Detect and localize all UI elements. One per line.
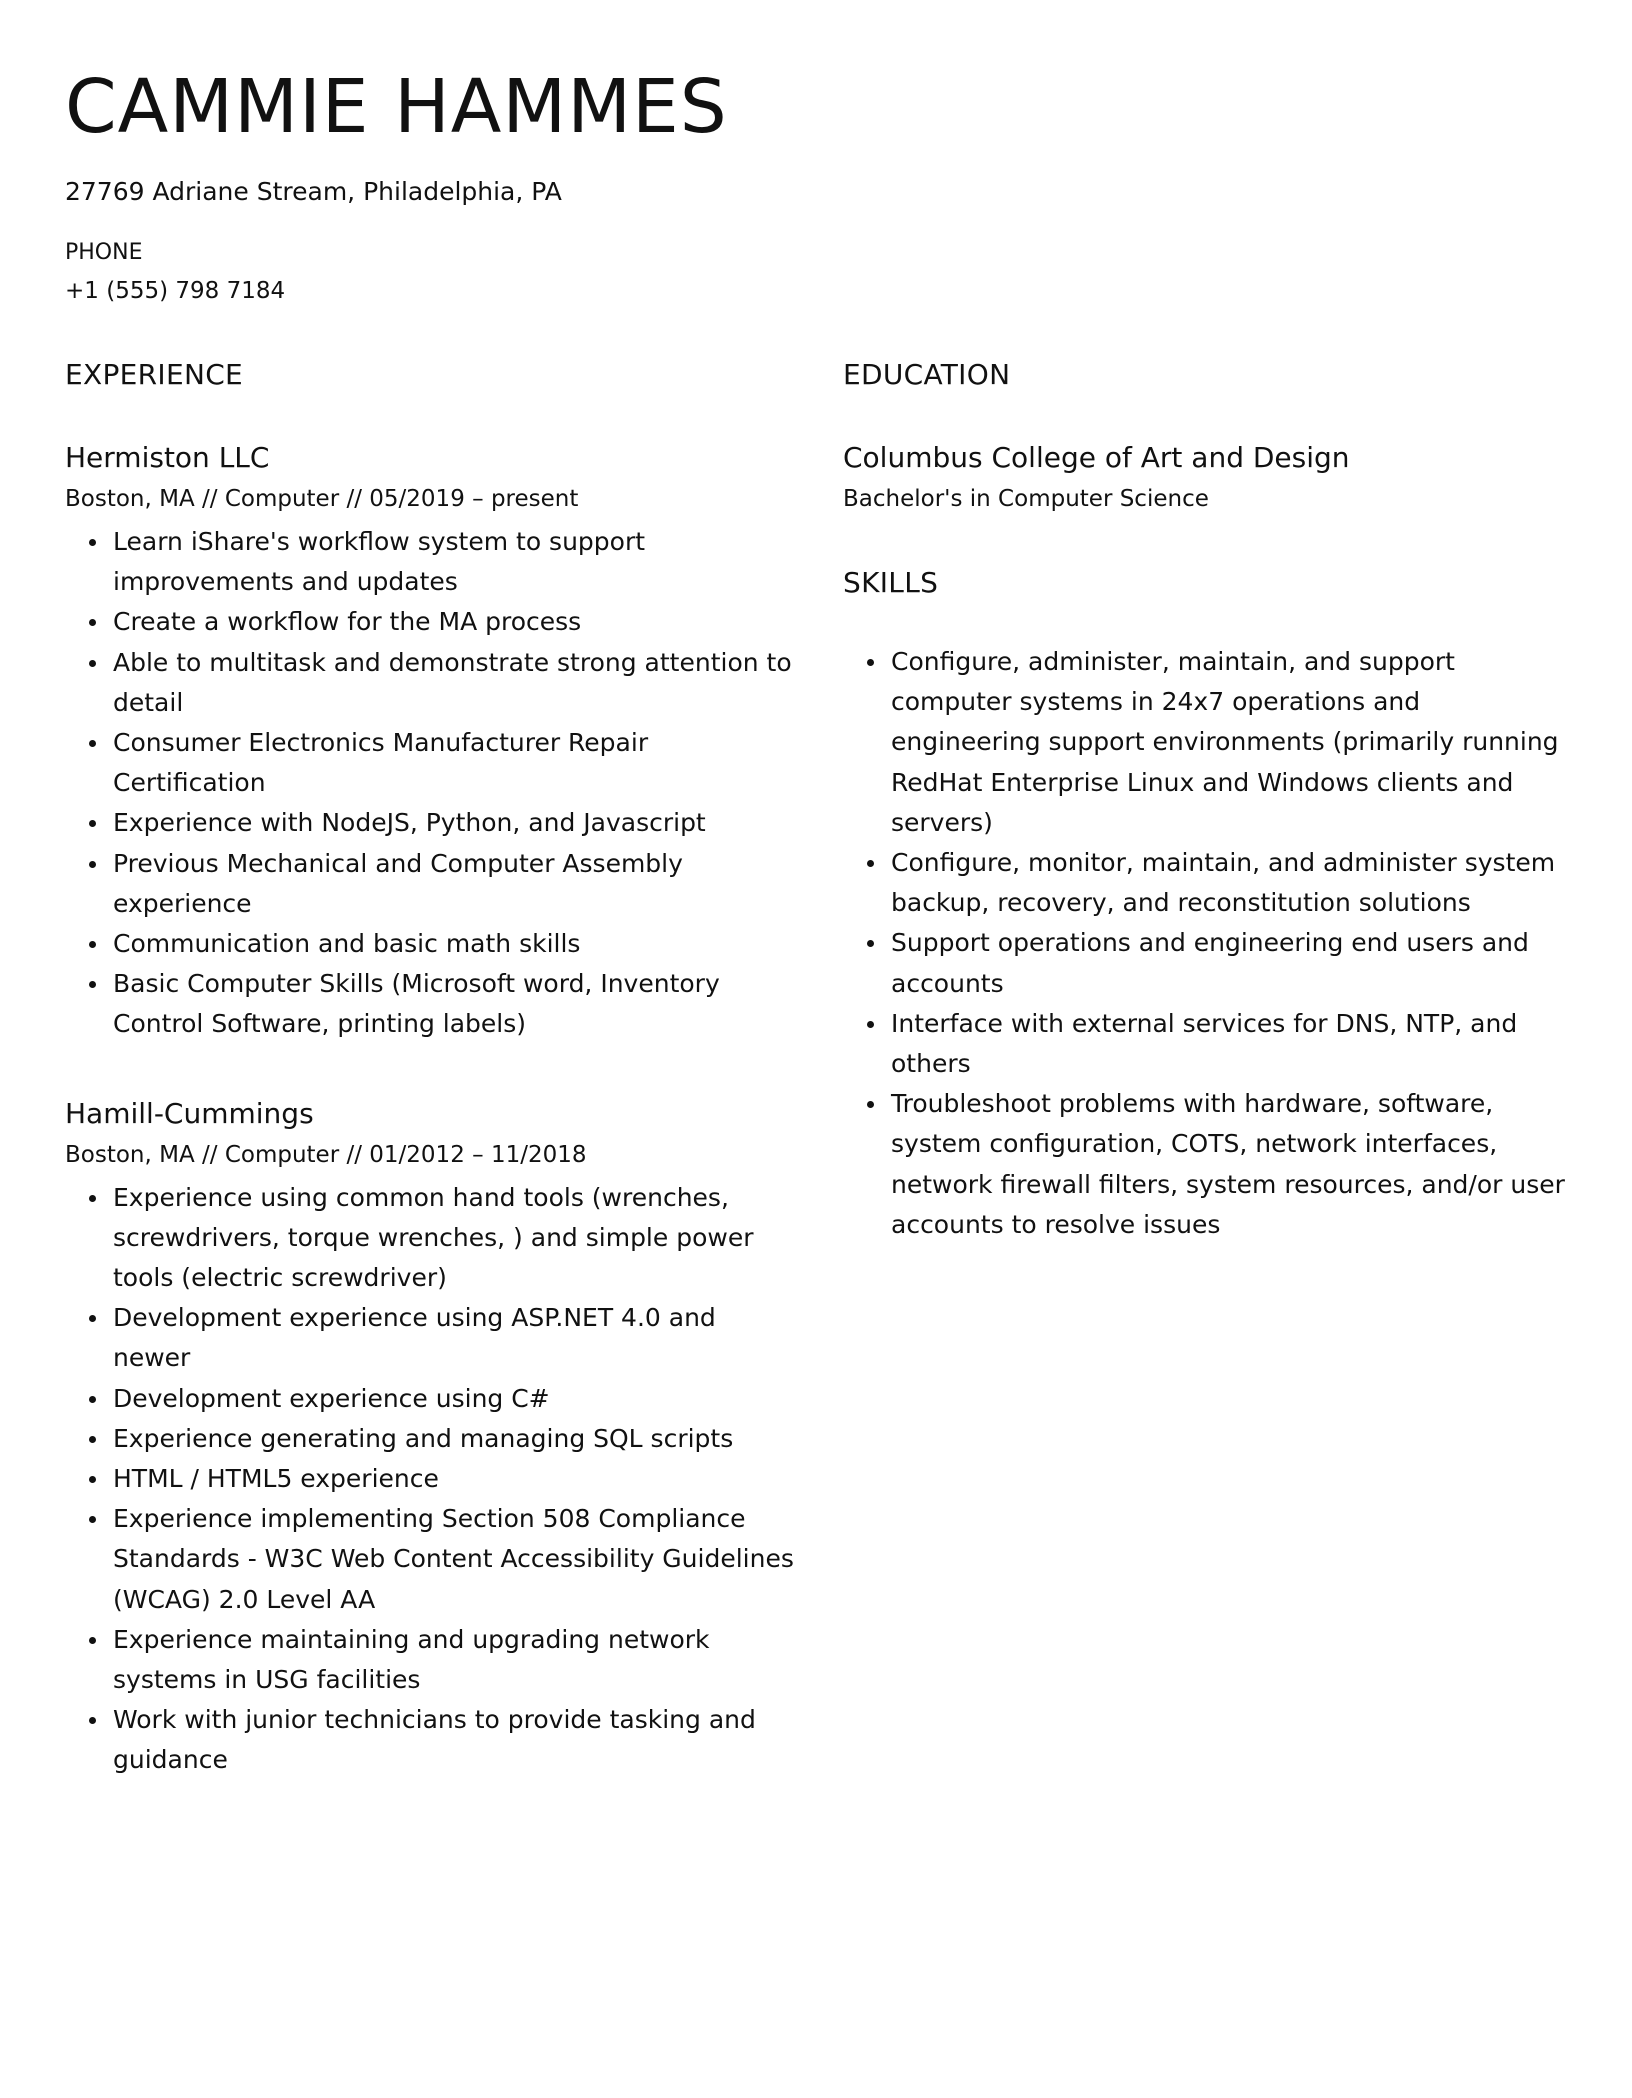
education-skills-column (843, 355, 1567, 1245)
job-bullets (65, 522, 800, 1045)
experience-heading: EXPERIENCE (65, 358, 244, 391)
skill-item: Configure, monitor, maintain, and administer system backup, recovery, and reconstitution solutions (843, 843, 1567, 923)
job-bullet: Consumer Electronics Manufacturer Repair Certification (65, 723, 800, 803)
phone-number: +1 (555) 798 7184 (65, 278, 286, 304)
phone-label: PHONE (65, 240, 143, 265)
candidate-name: CAMMIE HAMMES (65, 64, 728, 150)
job-bullet: Basic Computer Skills (Microsoft word, Inventory Control Software, printing labels) (65, 964, 800, 1044)
candidate-address: 27769 Adriane Stream, Philadelphia, PA (65, 177, 562, 206)
skill-item: Troubleshoot problems with hardware, software, system configuration, COTS, network interfaces, network firewall filters, system resources, and/or user accounts to resolve issues (843, 1084, 1567, 1245)
experience-column (65, 355, 800, 1781)
job-company: Hermiston LLC (65, 441, 270, 474)
education-heading: EDUCATION (843, 358, 1011, 391)
job-bullet: Experience maintaining and upgrading network systems in USG facilities (65, 1620, 800, 1700)
job-entry (65, 438, 800, 1045)
job-bullet: Communication and basic math skills (65, 924, 800, 964)
skill-item: Interface with external services for DNS, NTP, and others (843, 1004, 1567, 1084)
job-bullets (65, 1178, 800, 1781)
job-bullet: Development experience using ASP.NET 4.0 and newer (65, 1298, 800, 1378)
skills-list (843, 642, 1567, 1245)
education-degree: Bachelor's in Computer Science (843, 486, 1209, 512)
job-bullet: HTML / HTML5 experience (65, 1459, 800, 1499)
job-bullet: Learn iShare's workflow system to support improvements and updates (65, 522, 800, 602)
job-meta: Boston, MA // Computer // 01/2012 – 11/2018 (65, 1141, 587, 1168)
job-bullet: Able to multitask and demonstrate strong attention to detail (65, 643, 800, 723)
job-meta: Boston, MA // Computer // 05/2019 – present (65, 486, 579, 512)
job-bullet: Experience using common hand tools (wrenches, screwdrivers, torque wrenches, ) and simple power tools (electric screwdriver) (65, 1178, 800, 1299)
job-company: Hamill-Cummings (65, 1096, 314, 1130)
job-entry (65, 1094, 800, 1781)
job-bullet: Create a workflow for the MA process (65, 602, 800, 642)
job-bullet: Work with junior technicians to provide tasking and guidance (65, 1700, 800, 1780)
job-bullet: Previous Mechanical and Computer Assembly experience (65, 844, 800, 924)
education-entry (843, 438, 1567, 516)
skill-item: Configure, administer, maintain, and support computer systems in 24x7 operations and engineering support environments (primarily running RedHat Enterprise Linux and Windows clients and servers) (843, 642, 1567, 843)
skills-heading: SKILLS (843, 566, 939, 599)
job-bullet: Experience with NodeJS, Python, and Javascript (65, 803, 800, 843)
job-bullet: Development experience using C# (65, 1379, 800, 1419)
job-bullet: Experience generating and managing SQL scripts (65, 1419, 800, 1459)
job-bullet: Experience implementing Section 508 Compliance Standards - W3C Web Content Accessibility Guidelines (WCAG) 2.0 Level AA (65, 1499, 800, 1620)
skill-item: Support operations and engineering end users and accounts (843, 923, 1567, 1003)
education-school: Columbus College of Art and Design (843, 441, 1350, 474)
